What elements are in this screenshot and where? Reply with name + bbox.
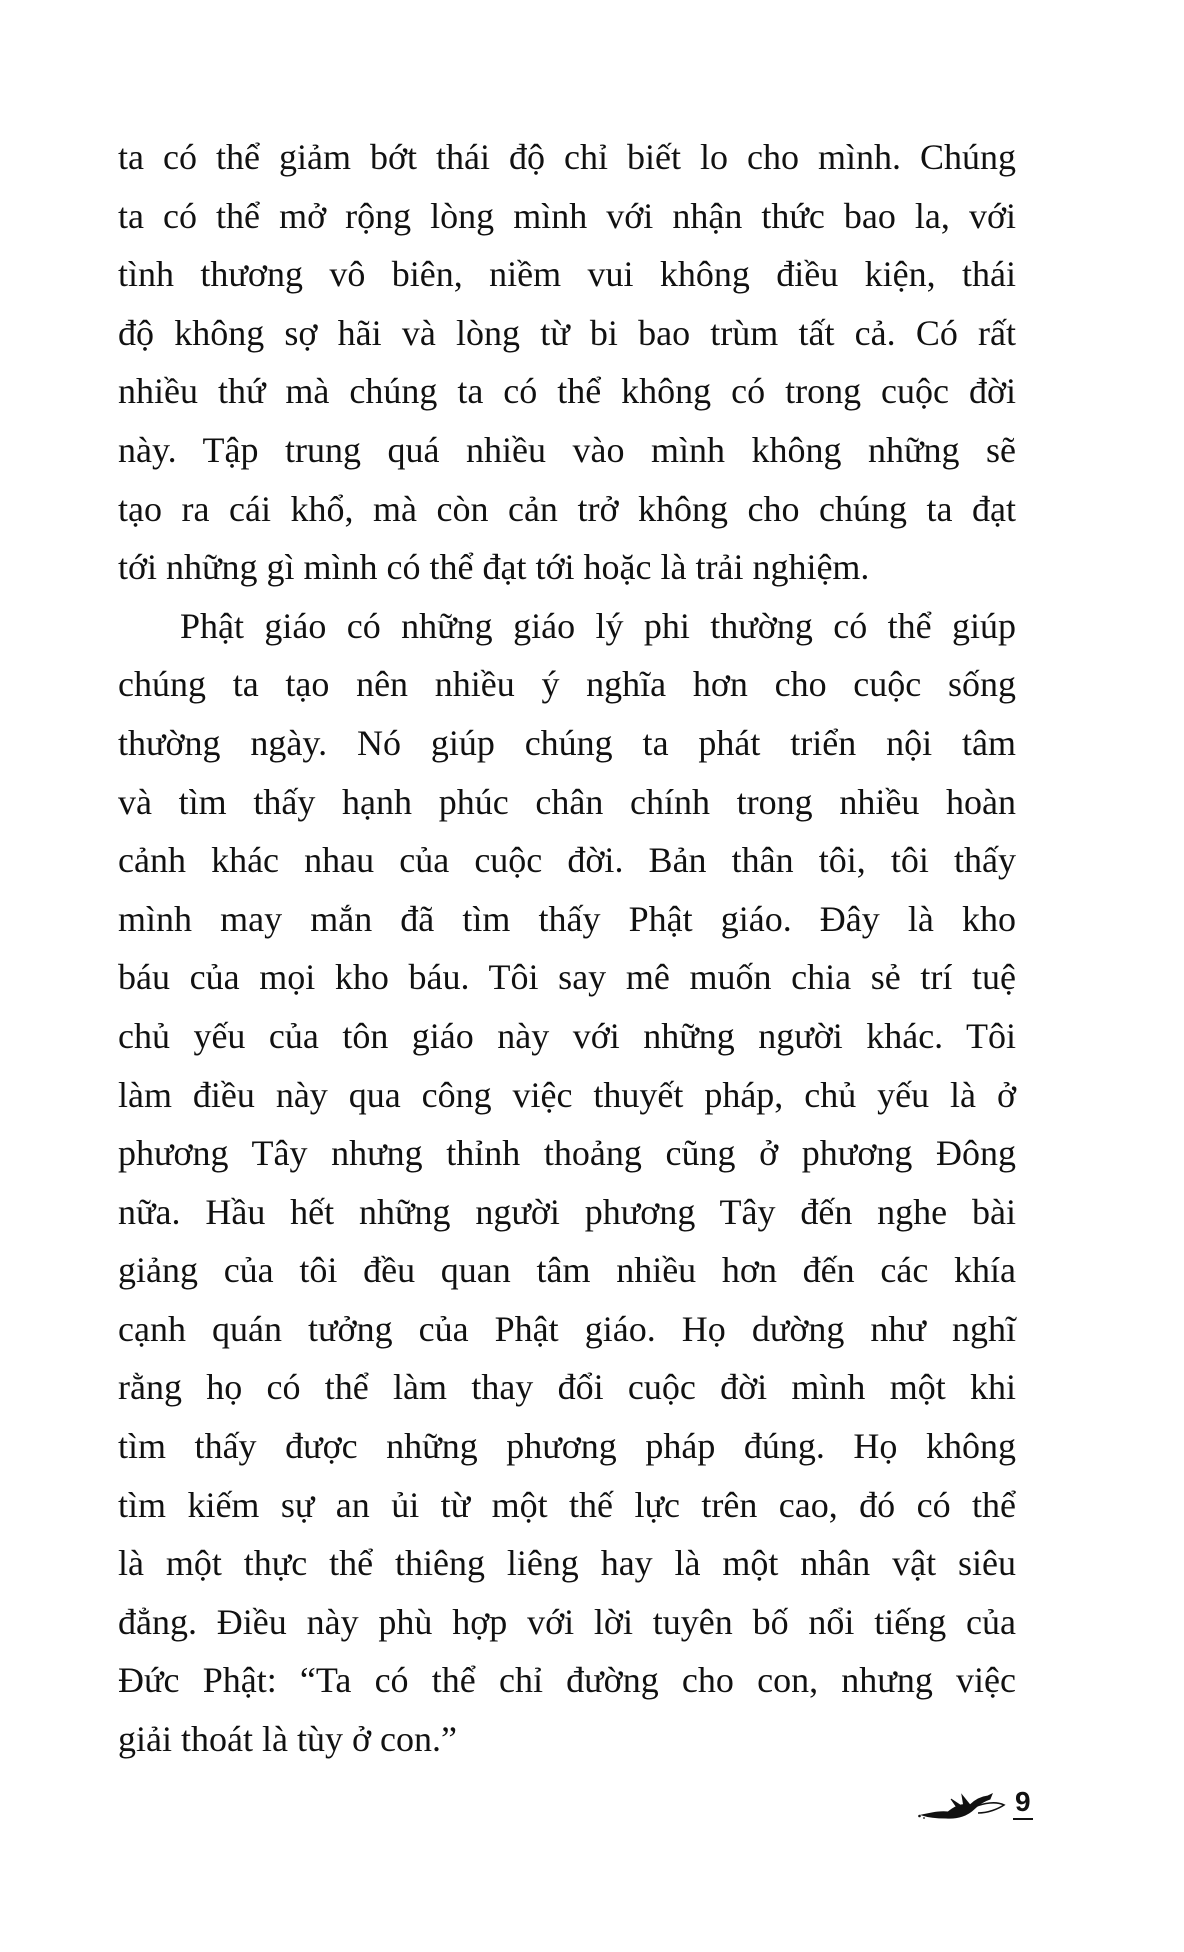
text-line: báu của mọi kho báu. Tôi say mê muốn chia sẻ trí tuệ	[118, 957, 1016, 998]
page-footer	[918, 1785, 1038, 1835]
text-line: nữa. Hầu hết những người phương Tây đến nghe bài	[118, 1191, 1016, 1232]
text-line: này. Tập trung quá nhiều vào mình không những sẽ	[118, 429, 1016, 470]
page-number: 9	[1013, 1786, 1033, 1820]
text-line: đẳng. Điều này phù hợp với lời tuyên bố nổi tiếng của	[118, 1601, 1016, 1642]
text-line: ta có thể giảm bớt thái độ chỉ biết lo cho mình. Chúng	[118, 137, 1016, 177]
text-line: tạo ra cái khổ, mà còn cản trở không cho chúng ta đạt	[118, 488, 1016, 529]
text-line: tìm thấy được những phương pháp đúng. Họ không	[118, 1426, 1016, 1467]
text-line: giải thoát là tùy ở con.”	[118, 1719, 457, 1760]
text-line: cạnh quán tưởng của Phật giáo. Họ dường như nghĩ	[118, 1308, 1016, 1349]
text-line: Phật giáo có những giáo lý phi thường có thể giúp	[180, 605, 1016, 646]
text-line: mình may mắn đã tìm thấy Phật giáo. Đây là kho	[118, 898, 1016, 939]
text-line: làm điều này qua công việc thuyết pháp, chủ yếu là ở	[118, 1074, 1016, 1115]
text-line: tình thương vô biên, niềm vui không điều kiện, thái	[118, 254, 1016, 295]
text-line: thường ngày. Nó giúp chúng ta phát triển nội tâm	[118, 722, 1016, 763]
text-line: độ không sợ hãi và lòng từ bi bao trùm tất cả. Có rất	[118, 312, 1016, 353]
text-line: ta có thể mở rộng lòng mình với nhận thức bao la, với	[118, 195, 1016, 236]
text-line: giảng của tôi đều quan tâm nhiều hơn đến các khía	[118, 1250, 1016, 1291]
text-line: tới những gì mình có thể đạt tới hoặc là trải nghiệm.	[118, 547, 870, 588]
body-text	[118, 128, 1016, 1769]
text-line: cảnh khác nhau của cuộc đời. Bản thân tôi, tôi thấy	[118, 840, 1016, 881]
text-line: phương Tây nhưng thỉnh thoảng cũng ở phương Đông	[118, 1133, 1016, 1174]
text-line: tìm kiếm sự an ủi từ một thế lực trên cao, đó có thể	[118, 1484, 1016, 1525]
text-line: là một thực thể thiêng liêng hay là một nhân vật siêu	[118, 1543, 1016, 1584]
text-line: nhiều thứ mà chúng ta có thể không có trong cuộc đời	[118, 371, 1016, 412]
text-line: và tìm thấy hạnh phúc chân chính trong nhiều hoàn	[118, 781, 1016, 822]
text-line: chúng ta tạo nên nhiều ý nghĩa hơn cho cuộc sống	[118, 664, 1016, 705]
text-line: chủ yếu của tôn giáo này với những người khác. Tôi	[118, 1015, 1016, 1056]
bird-ornament-icon	[918, 1785, 1006, 1825]
text-line: rằng họ có thể làm thay đổi cuộc đời mình một khi	[118, 1367, 1016, 1408]
text-line: Đức Phật: “Ta có thể chỉ đường cho con, nhưng việc	[118, 1660, 1016, 1701]
